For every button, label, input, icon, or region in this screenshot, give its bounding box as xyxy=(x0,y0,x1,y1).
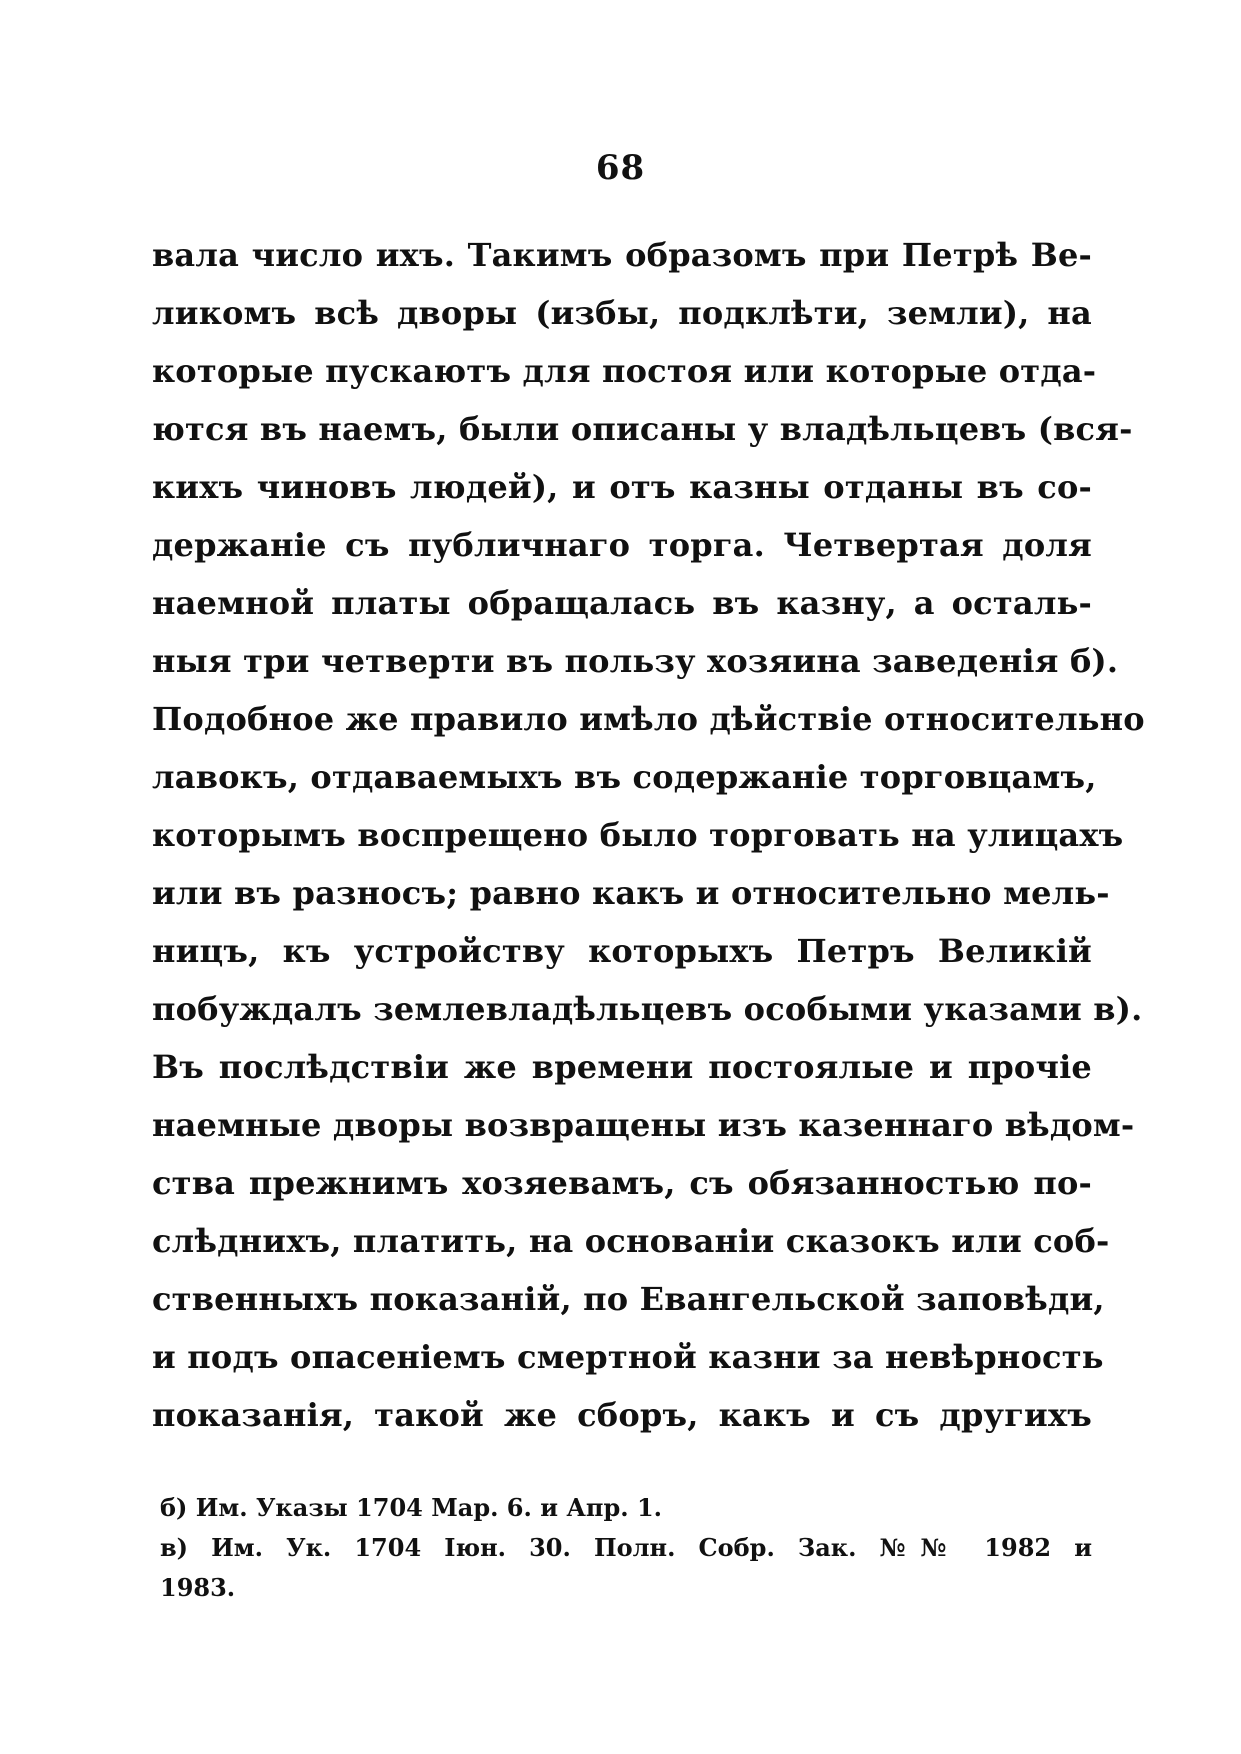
footnote-v: в) Им. Ук. 1704 Іюн. 30. Полн. Собр. Зак. №№ 1982 и xyxy=(160,1533,1092,1562)
text-line: показанія, такой же сборъ, какъ и съ другихъ xyxy=(152,1396,1092,1434)
text-line: или въ разносъ; равно какъ и относительно мель- xyxy=(152,874,1110,912)
text-line: Въ послѣдствіи же времени постоялые и прочіе xyxy=(152,1048,1092,1086)
text-line: побуждалъ землевладѣльцевъ особыми указами в). xyxy=(152,990,1143,1028)
text-line: держаніе съ публичнаго торга. Четвертая доля xyxy=(152,526,1092,564)
footnote-b: б) Им. Указы 1704 Мар. 6. и Апр. 1. xyxy=(160,1493,663,1522)
text-line: которымъ воспрещено было торговать на улицахъ xyxy=(152,816,1124,854)
text-line: вала число ихъ. Такимъ образомъ при Петрѣ Ве- xyxy=(152,236,1092,274)
text-line: ства прежнимъ хозяевамъ, съ обязанностью по- xyxy=(152,1164,1092,1202)
footnote-v-continuation: 1983. xyxy=(160,1573,236,1602)
text-line: лавокъ, отдаваемыхъ въ содержаніе торговцамъ, xyxy=(152,758,1097,796)
text-line: ются въ наемъ, были описаны у владѣльцевъ (вся- xyxy=(152,410,1133,448)
text-line: наемные дворы возвращены изъ казеннаго вѣдом- xyxy=(152,1106,1135,1144)
text-line: ликомъ всѣ дворы (избы, подклѣти, земли), на xyxy=(152,294,1092,332)
text-line: слѣднихъ, платить, на основаніи сказокъ или соб- xyxy=(152,1222,1110,1260)
page-number: 68 xyxy=(595,148,646,188)
footnotes xyxy=(160,1488,1092,1608)
text-line: Подобное же правило имѣло дѣйствіе относительно xyxy=(152,700,1145,738)
body-text xyxy=(152,226,1145,1444)
text-line: ственныхъ показаній, по Евангельской заповѣди, xyxy=(152,1280,1105,1318)
text-line: ныя три четверти въ пользу хозяина заведенія б). xyxy=(152,642,1119,680)
text-line: ницъ, къ устройству которыхъ Петръ Великій xyxy=(152,932,1092,970)
text-line: которые пускаютъ для постоя или которые отда- xyxy=(152,352,1097,390)
text-line: наемной платы обращалась въ казну, а осталь- xyxy=(152,584,1092,622)
text-line: кихъ чиновъ людей), и отъ казны отданы въ со- xyxy=(152,468,1092,506)
text-line: и подъ опасеніемъ смертной казни за невѣрность xyxy=(152,1338,1104,1376)
